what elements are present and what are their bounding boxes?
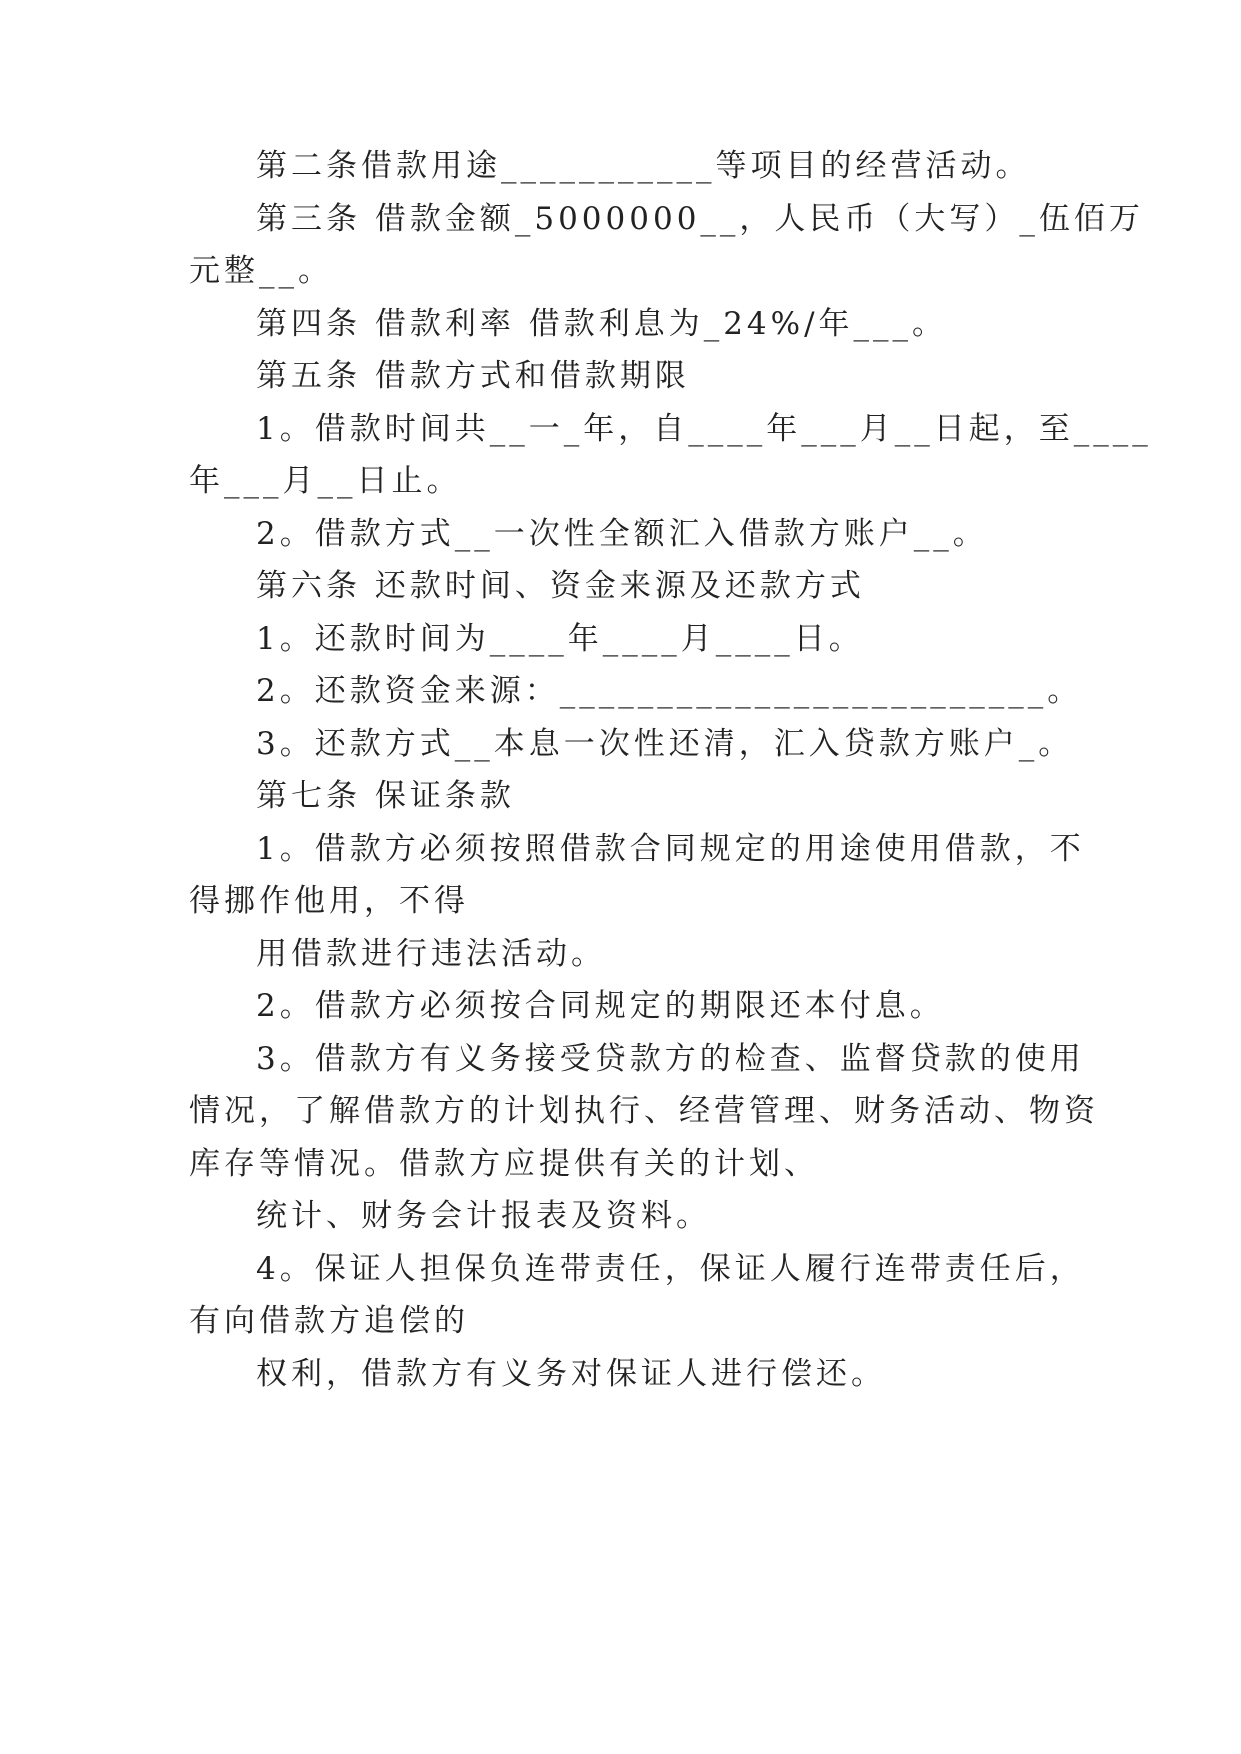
clause-6-item-3: 3。还款方式__本息一次性还清，汇入贷款方账户_。 [256,726,1074,762]
clause-7-item-1-cont: 得挪作他用，不得 [189,883,469,919]
clause-3-amount-cont: 元整__。 [189,253,333,289]
clause-3-amount: 第三条 借款金额_5000000__，人民币（大写）_伍佰万 [256,201,1144,237]
clause-7-item-3: 3。借款方有义务接受贷款方的检查、监督贷款的使用 [256,1041,1085,1077]
clause-7-item-3-cont: 情况，了解借款方的计划执行、经营管理、财务活动、物资 [189,1093,1099,1129]
clause-6-item-1: 1。还款时间为____年____月____日。 [256,621,864,657]
clause-5-item-1-cont: 年___月__日止。 [189,463,462,499]
clause-7-item-4-cont: 有向借款方追偿的 [189,1303,469,1339]
clause-7-item-2: 2。借款方必须按合同规定的期限还本付息。 [256,988,945,1024]
clause-6-heading: 第六条 还款时间、资金来源及还款方式 [256,568,865,604]
clause-7-item-3-cont3: 统计、财务会计报表及资料。 [256,1198,711,1234]
clause-7-item-4-cont2: 权利，借款方有义务对保证人进行偿还。 [256,1356,886,1392]
clause-7-heading: 第七条 保证条款 [256,778,515,814]
clause-2-purpose: 第二条借款用途___________等项目的经营活动。 [256,148,1031,184]
clause-7-item-1-cont2: 用借款进行违法活动。 [256,936,606,972]
clause-4-interest: 第四条 借款利率 借款利息为_24%/年___。 [256,306,948,342]
clause-7-item-4: 4。保证人担保负连带责任，保证人履行连带责任后， [256,1251,1085,1287]
clause-7-item-1: 1。借款方必须按照借款合同规定的用途使用借款，不 [256,831,1085,867]
clause-5-item-1: 1。借款时间共__一_年，自____年___月__日起，至____ [256,411,1152,447]
clause-5-item-2: 2。借款方式__一次性全额汇入借款方账户__。 [256,516,988,552]
clause-7-item-3-cont2: 库存等情况。借款方应提供有关的计划、 [189,1146,819,1182]
clause-5-heading: 第五条 借款方式和借款期限 [256,358,690,394]
clause-6-item-2: 2。还款资金来源：_________________________。 [256,673,1083,709]
